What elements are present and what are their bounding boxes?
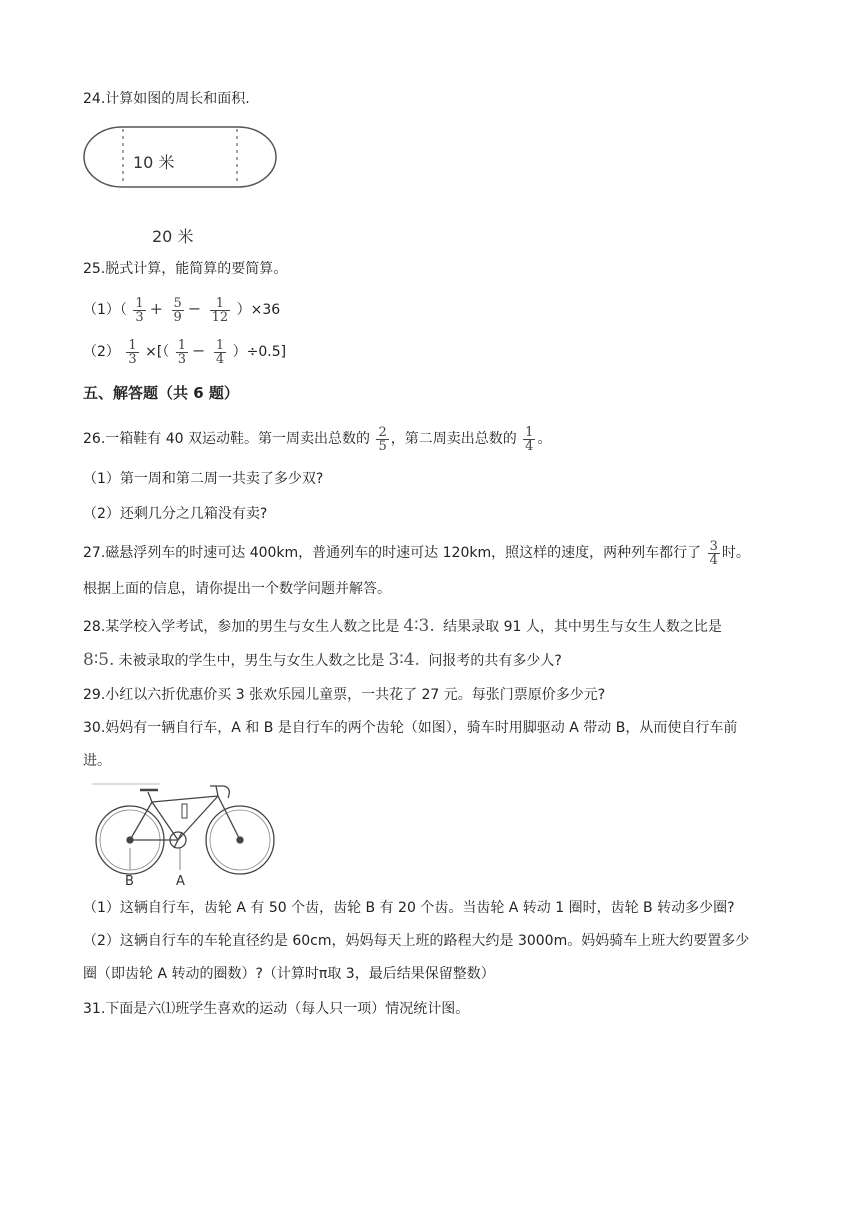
q30-sub2a: （2）这辆自行车的车轮直径约是 60cm，妈妈每天上班的路程大约是 3000m。妈妈骑车上班大约要置多少 [83,933,750,949]
fraction: $\frac{1}{4}$ [525,424,534,454]
fraction: $\frac{1}{3}$ [177,337,187,367]
bicycle-label-a: A [176,874,185,889]
fraction: $\frac{1}{3}$ [135,295,144,325]
q25-part1: （1）（ $\frac{1}{3}$ + $\frac{5}{9}$ − $\frac{1}{12}$ ）×36 [83,295,281,325]
q24-stadium-figure [80,122,285,246]
q25-p2-prefix: （2） [83,344,120,360]
q24-height-label: 10 米 [133,153,175,172]
ratio: 8∶5. [83,650,115,670]
fraction: $\frac{3}{4}$ [709,538,718,568]
q28-line1: 28.某学校入学考试，参加的男生与女生人数之比是 4∶3. 结果录取 91 人，其中男生与女生人数之比是 [83,616,722,636]
fraction: $\frac{2}{5}$ [378,424,387,454]
q27-line2: 根据上面的信息，请你提出一个数学问题并解答。 [83,581,391,597]
q30-text-a: 30.妈妈有一辆自行车，A 和 B 是自行车的两个齿轮（如图），骑车时用脚驱动 A 带动 B，从而使自行车前 [83,720,738,736]
q28-line2: 8∶5. 未被录取的学生中，男生与女生人数之比是 3∶4. 问报考的共有多少人? [83,650,562,670]
q30-sub1: （1）这辆自行车，齿轮 A 有 50 个齿，齿轮 B 有 20 个齿。当齿轮 A 转动 1 圈时，齿轮 B 转动多少圈? [83,900,735,916]
bicycle-label-b: B [125,874,134,889]
q25-p1-suffix: ）×36 [236,302,281,318]
fraction: $\frac{5}{9}$ [173,295,182,325]
ratio: 3∶4. [388,650,420,670]
fraction: $\frac{1}{3}$ [128,337,137,367]
q24-text: 24.计算如图的周长和面积. [83,91,250,107]
ratio: 4∶3. [403,616,435,636]
q25-p1-prefix: （1）（ [83,302,127,318]
q25-text: 25.脱式计算，能简算的要简算。 [83,261,288,277]
q26-sub2: （2）还剩几分之几箱没有卖? [83,506,268,522]
q26-text: 26.一箱鞋有 40 双运动鞋。第一周卖出总数的 $\frac{2}{5}$ ，第二周卖出总数的 $\frac{1}{4}$ 。 [83,424,552,454]
fraction: $\frac{1}{12}$ [211,295,229,325]
q30-text-b: 进。 [83,753,111,769]
fraction: $\frac{1}{4}$ [215,337,225,367]
q26-sub1: （1）第一周和第二周一共卖了多少双? [83,471,324,487]
section-five-heading: 五、解答题（共 6 题） [83,384,239,402]
q25-part2: （2） $\frac{1}{3}$ ×[（ $\frac{1}{3}$ − $\frac{1}{4}$ ）÷0.5] [83,337,287,367]
q24-width-label: 20 米 [152,227,194,246]
q27-text: 27.磁悬浮列车的时速可达 400km，普通列车的时速可达 120km，照这样的速度，两种列车都行了 $\frac{3}{4}$ 时。 [83,538,750,568]
q29-text: 29.小红以六折优惠价买 3 张欢乐园儿童票，一共花了 27 元。每张门票原价多少元? [83,687,606,703]
q31-text: 31.下面是六⑴班学生喜欢的运动（每人只一项）情况统计图。 [83,1001,470,1017]
q25-p2-suffix: ）÷0.5] [232,344,287,360]
q30-sub2b: 圈（即齿轮 A 转动的圈数）?（计算时π取 3，最后结果保留整数） [83,966,495,982]
bicycle-figure [90,778,280,890]
q25-p2-mid: ×[（ [145,344,170,360]
